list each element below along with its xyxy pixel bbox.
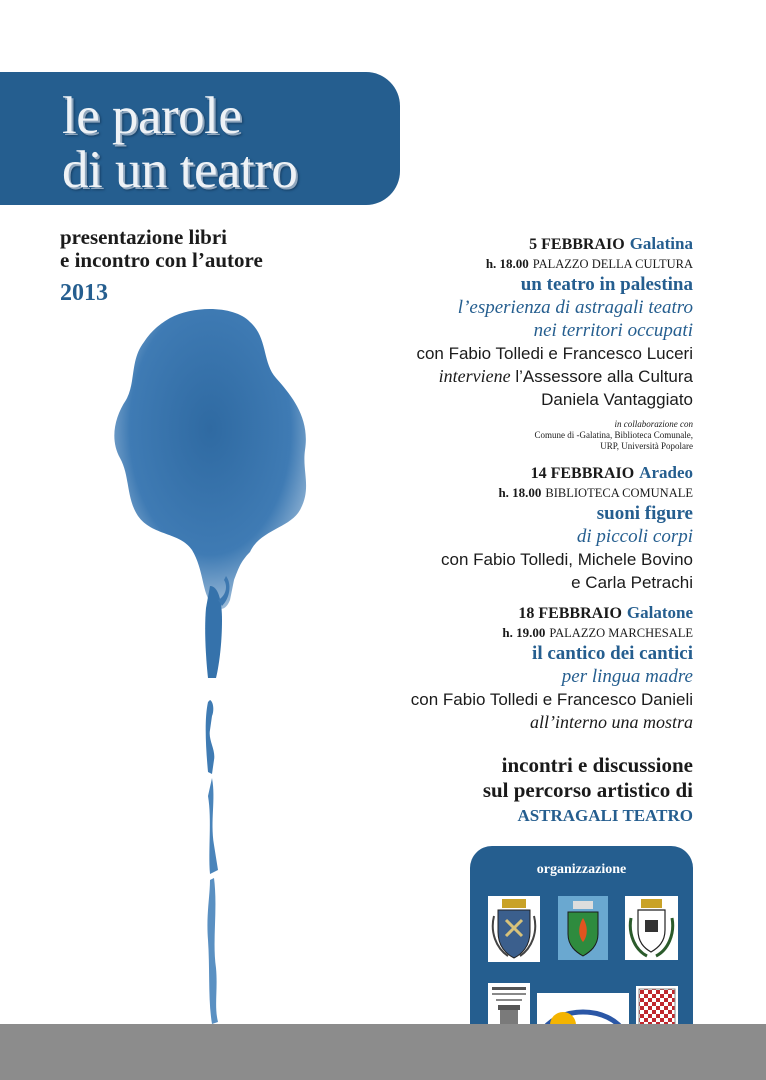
event-2-date-line — [293, 462, 693, 484]
event-1-collab-line-1: Comune di -Galatina, Biblioteca Comunale, — [534, 430, 693, 440]
bottom-bar — [0, 1024, 766, 1080]
event-2 — [293, 462, 693, 594]
event-1-date: 5 FEBBRAIO — [529, 236, 625, 253]
event-1-collab-line-2: URP, Università Popolare — [600, 441, 693, 451]
coat-of-arms-aradeo-icon — [558, 896, 608, 960]
event-1-subtitle-1: l’esperienza di astragali teatro — [457, 297, 693, 318]
event-1-intervention-italic: interviene — [438, 366, 511, 386]
event-2-venue: BIBLIOTECA COMUNALE — [545, 486, 693, 500]
event-2-time: h. 18.00 — [498, 485, 542, 500]
event-1-date-line — [293, 233, 693, 255]
ink-splash-illustration — [100, 300, 320, 1030]
event-2-place: Aradeo — [639, 463, 693, 482]
event-3-time: h. 19.00 — [502, 625, 546, 640]
event-2-time-line — [293, 484, 693, 502]
title-line-2: di un teatro — [62, 141, 298, 199]
spacer — [293, 594, 693, 602]
closing-line-3: ASTRAGALI TEATRO — [517, 806, 693, 825]
event-2-date: 14 FEBBRAIO — [530, 465, 635, 482]
event-1-people: con Fabio Tolledi e Francesco Luceri — [416, 344, 693, 363]
event-1-collab-label: in collaborazione con — [614, 419, 693, 429]
event-1-time-line — [293, 255, 693, 273]
event-3-time-line — [293, 624, 693, 642]
event-3-date-line — [293, 602, 693, 624]
event-1-subtitle-2: nei territori occupati — [533, 320, 693, 341]
event-3-venue: PALAZZO MARCHESALE — [549, 626, 693, 640]
event-1-intervention — [293, 365, 693, 388]
event-1-venue: PALAZZO DELLA CULTURA — [532, 257, 693, 271]
organization-panel — [470, 846, 693, 1046]
title-line-1: le parole — [62, 87, 242, 145]
event-2-title: suoni figure — [596, 503, 693, 524]
event-3 — [293, 602, 693, 734]
event-2-subtitle-1: di piccoli corpi — [576, 526, 693, 547]
coat-of-arms-galatone-icon — [625, 896, 678, 960]
event-3-place: Galatone — [626, 603, 693, 622]
closing-block — [483, 753, 693, 829]
subtitle-line-1: presentazione libri — [60, 225, 228, 249]
event-2-people-1: con Fabio Tolledi, Michele Bovino — [441, 550, 693, 569]
closing-line-1: incontri e discussione — [501, 753, 693, 777]
event-1-title: un teatro in palestina — [520, 274, 693, 295]
subtitle-line-2: e incontro con l’autore — [60, 248, 263, 272]
event-2-people-2: e Carla Petrachi — [571, 573, 693, 592]
event-1-person: Daniela Vantaggiato — [541, 390, 693, 409]
event-1 — [293, 233, 693, 452]
event-1-place: Galatina — [629, 234, 693, 253]
events-list — [293, 233, 693, 734]
event-1-time: h. 18.00 — [485, 256, 529, 271]
event-1-intervention-rest: l’Assessore alla Cultura — [515, 367, 693, 386]
spacer — [293, 452, 693, 462]
year: 2013 — [60, 280, 108, 306]
coat-of-arms-galatina-icon — [488, 896, 540, 962]
event-3-note-text: all’interno una mostra — [529, 712, 693, 732]
event-3-subtitle-1: per lingua madre — [561, 666, 693, 687]
event-3-people-1: con Fabio Tolledi e Francesco Danieli — [410, 690, 693, 709]
event-3-title: il cantico dei cantici — [532, 643, 693, 664]
event-3-date: 18 FEBBRAIO — [518, 605, 622, 622]
event-3-note — [293, 711, 693, 734]
organization-label: organizzazione — [536, 862, 627, 877]
closing-line-2: sul percorso artistico di — [482, 778, 693, 802]
